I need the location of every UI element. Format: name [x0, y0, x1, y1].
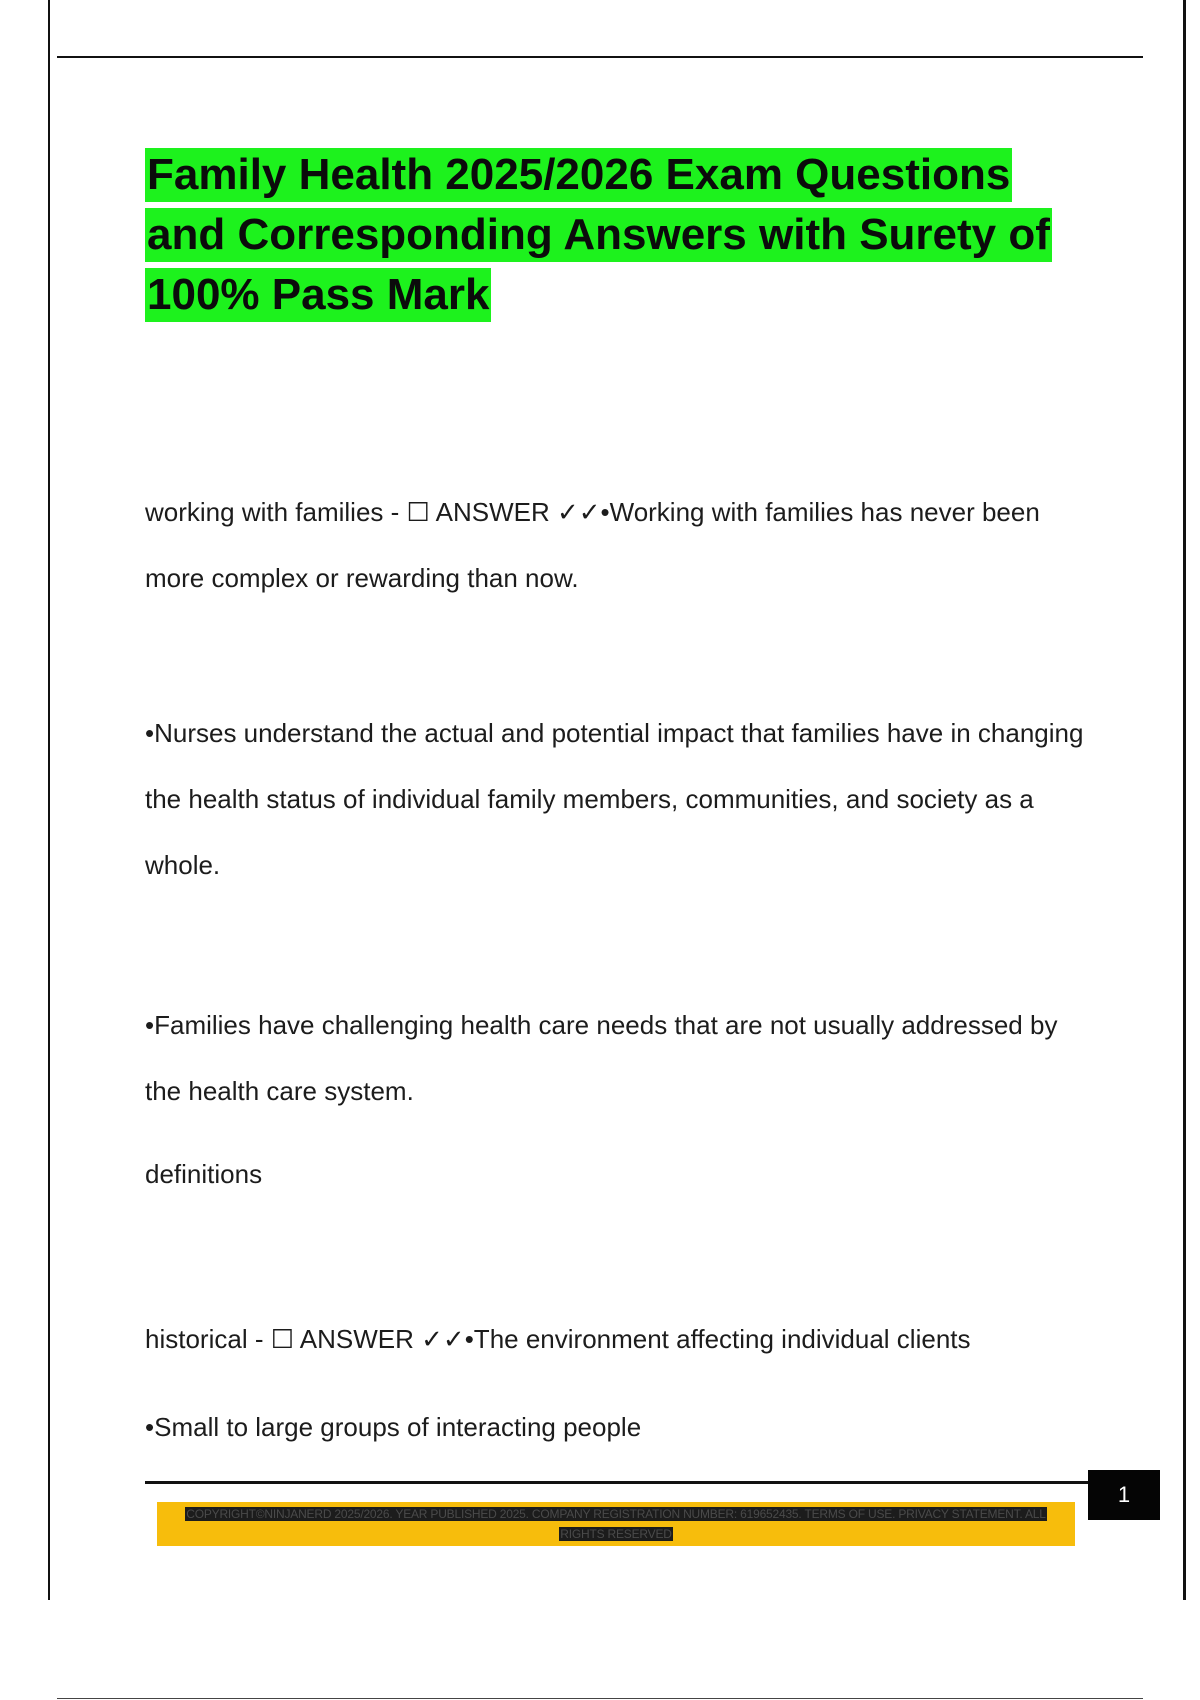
paragraph-small-groups: •Small to large groups of interacting people — [145, 1412, 642, 1442]
copyright-highlight: COPYRIGHT©NINJANERD 2025/2026. YEAR PUBLISHED 2025. COMPANY REGISTRATION NUMBER: 619652435. TERMS OF USE. PRIVACY STATEMENT. ALL RIGHTS RESERVED — [186, 1507, 1046, 1541]
next-page-rule — [57, 1698, 1143, 1699]
footer-rule — [145, 1481, 1090, 1484]
document-title — [145, 145, 1085, 325]
heading-definitions: definitions — [145, 1159, 263, 1189]
page-number: 1 — [1088, 1470, 1160, 1520]
qa-historical: historical - ☐ ANSWER ✓✓•The environment affecting individual clients — [145, 1324, 971, 1354]
page-left-border — [48, 0, 50, 1600]
copyright-text — [169, 1504, 1064, 1544]
header-rule — [57, 56, 1143, 58]
copyright-bar — [157, 1502, 1075, 1546]
page-right-border — [1183, 0, 1186, 1600]
paragraph-families-challenging: •Families have challenging health care needs that are not usually addressed by the health care system. — [145, 1010, 1058, 1106]
qa-working-with-families: working with families - ☐ ANSWER ✓✓•Working with families has never been more complex or rewarding than now. — [145, 497, 1040, 593]
paragraph-nurses-understand: •Nurses understand the actual and potential impact that families have in changing the health status of individual family members, communities, and society as a whole. — [145, 718, 1084, 880]
title-highlight: Family Health 2025/2026 Exam Questions and Corresponding Answers with Surety of 100% Pass Mark — [145, 148, 1052, 322]
